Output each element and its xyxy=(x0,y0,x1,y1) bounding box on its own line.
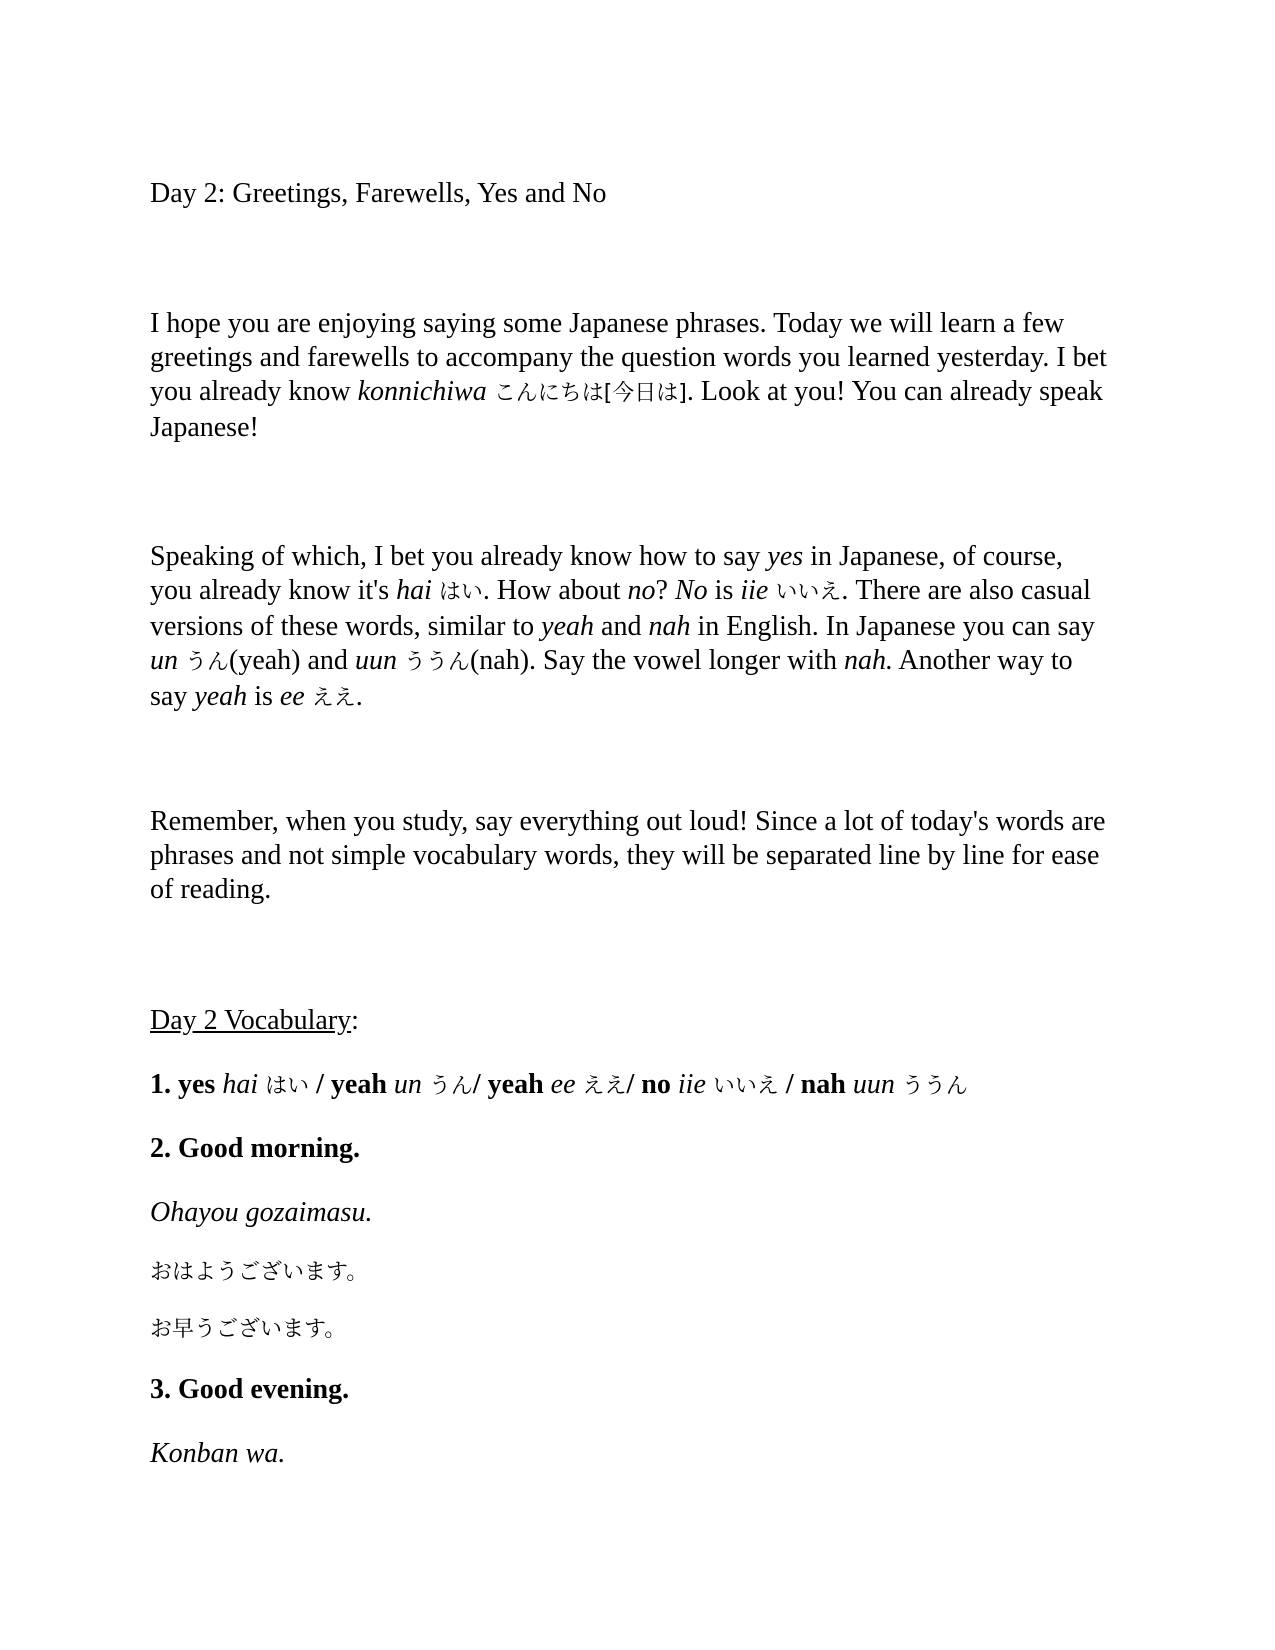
yesno-text: Speaking of which, I bet you already know how to say xyxy=(150,541,768,572)
yesno-text: (nah). Say the vowel longer with xyxy=(469,645,844,676)
hai-japanese: はい xyxy=(431,580,483,605)
yesno-text: is xyxy=(707,575,741,606)
vocab-term: / nah xyxy=(778,1069,846,1100)
vocab-romaji: ee xyxy=(543,1069,576,1100)
vocab-japanese: いいえ xyxy=(705,1074,779,1099)
vocab-item-2-kanji: お早うございます。 xyxy=(150,1317,347,1342)
un-japanese: うん xyxy=(178,650,229,675)
yesno-text: is xyxy=(247,681,280,712)
vocab-romaji: iie xyxy=(670,1069,706,1100)
yesno-text: . There are also casual versions of these words, similar to xyxy=(150,575,1091,642)
yesno-text: . xyxy=(355,681,363,712)
vocab-item-2-label: 2. Good morning. xyxy=(150,1133,361,1164)
vocab-item-1 xyxy=(150,1068,1110,1104)
page-title: Day 2: Greetings, Farewells, Yes and No xyxy=(150,178,607,209)
word-no: no xyxy=(627,575,656,606)
vocab-japanese: うん xyxy=(421,1074,473,1099)
vocab-romaji: uun xyxy=(845,1069,895,1100)
intro-text: I hope you are enjoying saying some Japanese phrases. Today we will learn a few greetings and farewells to accompany the question words you learned yesterday. I bet you already know xyxy=(150,308,1107,407)
vocab-item-2-romaji: Ohayou gozaimasu. xyxy=(150,1197,373,1228)
word-nah: nah. xyxy=(843,645,893,676)
vocab-japanese: はい xyxy=(258,1074,310,1099)
vocabulary-heading-text: Day 2 Vocabulary xyxy=(150,1005,352,1036)
vocab-item-2-kana: おはようございます。 xyxy=(150,1260,369,1285)
yesno-text: . How about xyxy=(482,575,628,606)
vocabulary-heading-colon: : xyxy=(351,1005,359,1036)
word-ee: ee xyxy=(279,681,305,712)
remember-paragraph: Remember, when you study, say everything out loud! Since a lot of today's words are phrases and not simple vocabulary words, they will be separated line by line for ease of reading. xyxy=(150,806,1106,905)
word-uun: uun xyxy=(354,645,397,676)
yesno-text: and xyxy=(594,611,649,642)
word-no-capital: No xyxy=(674,575,708,606)
vocab-item-3-label: 3. Good evening. xyxy=(150,1374,350,1405)
yesno-text: (yeah) and xyxy=(229,645,355,676)
vocabulary-heading xyxy=(150,1004,1110,1038)
vocab-romaji: hai xyxy=(215,1069,259,1100)
word-yeah: yeah xyxy=(541,611,595,642)
vocab-japanese: ううん xyxy=(894,1074,968,1099)
word-nah: nah xyxy=(648,611,691,642)
word-un: un xyxy=(150,645,178,676)
vocab-item-3-romaji: Konban wa. xyxy=(150,1438,286,1469)
yes-no-paragraph xyxy=(150,540,1110,716)
vocab-term: / yeah xyxy=(472,1069,544,1100)
iie-japanese: いいえ xyxy=(768,580,842,605)
word-yeah: yeah xyxy=(194,681,248,712)
uun-japanese: ううん xyxy=(396,650,470,675)
yesno-text: Another way to say xyxy=(150,645,1073,712)
ee-japanese: ええ xyxy=(304,686,356,711)
vocab-term: / yeah xyxy=(309,1069,387,1100)
yesno-text: in Japanese, of course, you already know it's xyxy=(150,541,1063,606)
intro-paragraph xyxy=(150,307,1110,445)
konnichiwa-japanese: こんにちは[今日は] xyxy=(486,381,687,406)
word-yes: yes xyxy=(767,541,804,572)
vocab-term: 1. yes xyxy=(150,1069,216,1100)
intro-text-end: . Look at you! You can already speak Japanese! xyxy=(150,376,1103,443)
word-iie: iie xyxy=(740,575,769,606)
yesno-text: in English. In Japanese you can say xyxy=(690,611,1095,642)
yesno-text: ? xyxy=(655,575,675,606)
vocab-romaji: un xyxy=(386,1069,422,1100)
vocab-japanese: ええ xyxy=(575,1074,627,1099)
word-hai: hai xyxy=(396,575,432,606)
konnichiwa-romaji: konnichiwa xyxy=(357,376,487,407)
vocab-term: / no xyxy=(626,1069,671,1100)
